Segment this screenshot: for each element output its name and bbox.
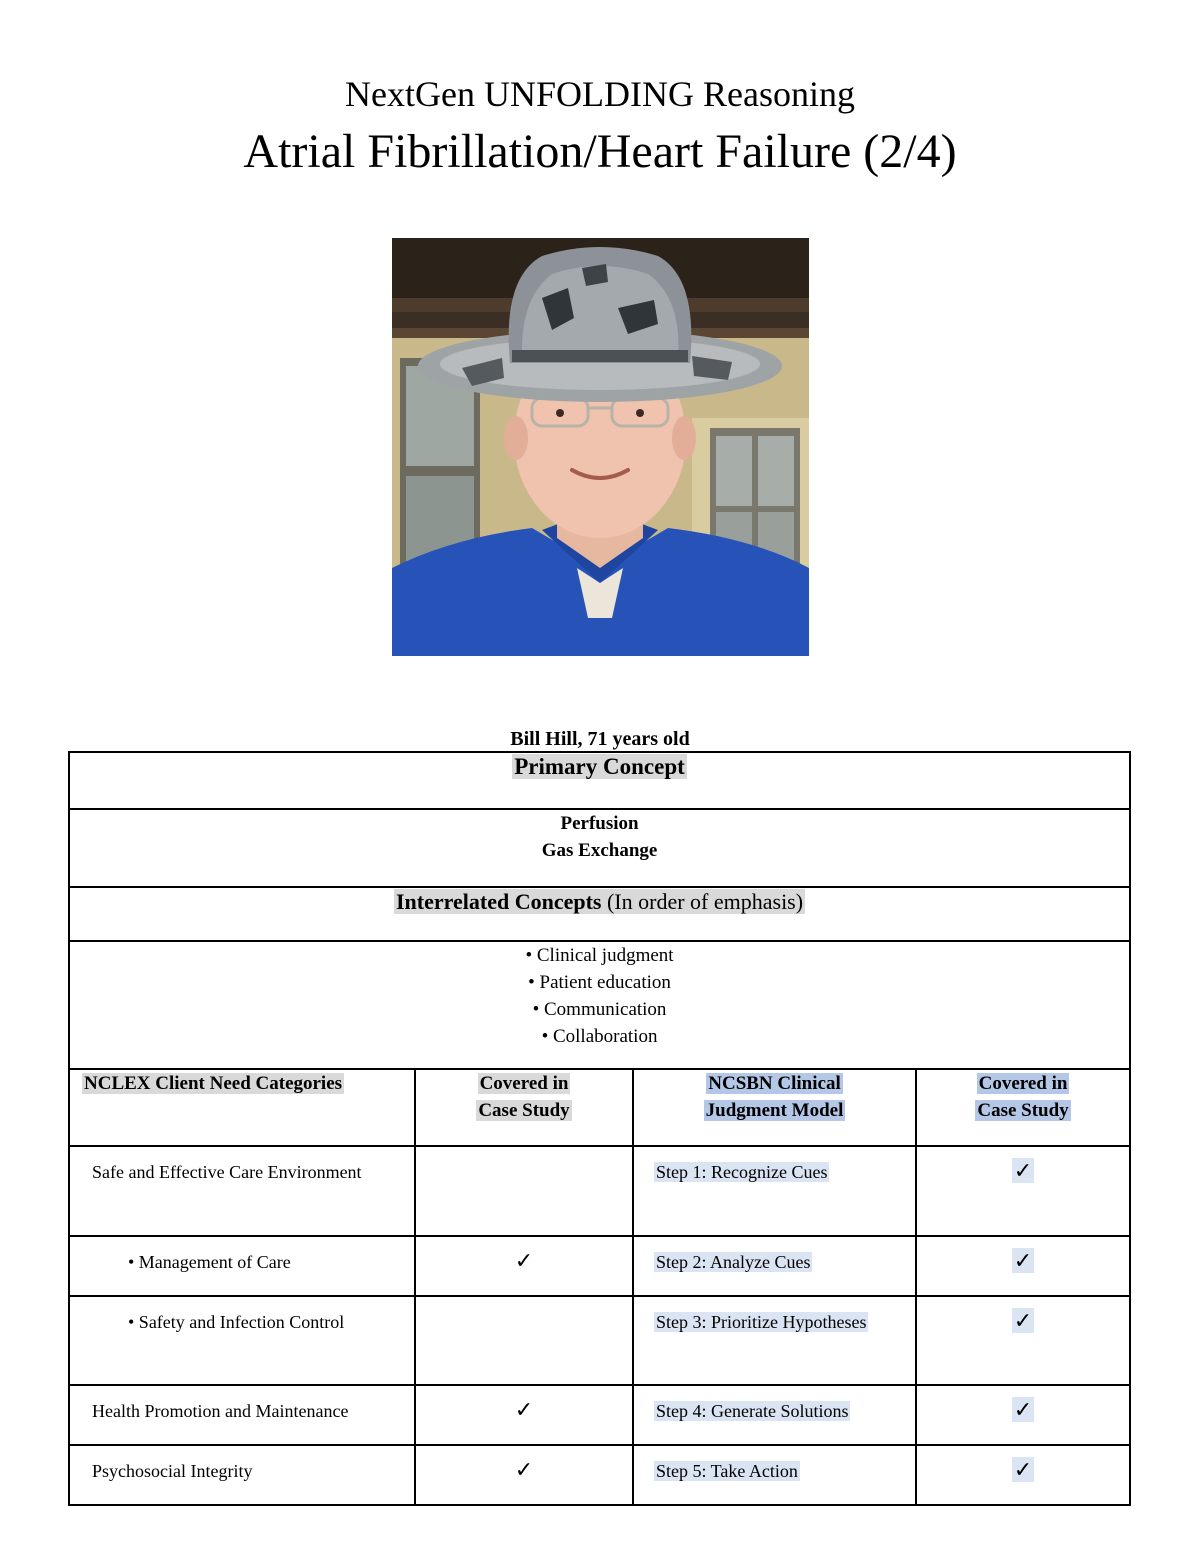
table-header-row bbox=[69, 1069, 1130, 1146]
patient-photo-illustration bbox=[392, 238, 809, 656]
ncsbn-covered-header-cell bbox=[916, 1069, 1130, 1146]
ncsbn-step-cell bbox=[633, 1236, 916, 1296]
ncsbn-covered-check: ✓ bbox=[1013, 1397, 1033, 1422]
ncsbn-covered-cell bbox=[916, 1146, 1130, 1236]
interrelated-concepts-header-row bbox=[69, 887, 1130, 941]
nclex-covered-check: ✓ bbox=[415, 1385, 633, 1445]
ncsbn-covered-cell bbox=[916, 1445, 1130, 1505]
nclex-category: Psychosocial Integrity bbox=[69, 1445, 415, 1505]
ncsbn-step-cell bbox=[633, 1146, 916, 1236]
table-row bbox=[69, 1236, 1130, 1296]
ncsbn-covered-check: ✓ bbox=[1013, 1158, 1033, 1183]
ncsbn-step: Step 3: Prioritize Hypotheses bbox=[656, 1312, 867, 1332]
nclex-header: NCLEX Client Need Categories bbox=[84, 1073, 343, 1094]
covered-header-line: Case Study bbox=[977, 1100, 1069, 1121]
table-row bbox=[69, 1296, 1130, 1385]
nclex-subcategory: • Safety and Infection Control bbox=[69, 1296, 415, 1385]
nclex-category: Health Promotion and Maintenance bbox=[69, 1385, 415, 1445]
nclex-header-cell bbox=[69, 1069, 415, 1146]
covered-header-line: Case Study bbox=[478, 1100, 570, 1121]
ncsbn-covered-check: ✓ bbox=[1013, 1248, 1033, 1273]
ncsbn-step: Step 4: Generate Solutions bbox=[656, 1401, 849, 1421]
ncsbn-covered-check: ✓ bbox=[1013, 1308, 1033, 1333]
interrelated-concepts-list-row bbox=[69, 941, 1130, 1069]
patient-name-line: Bill Hill, 71 years old bbox=[510, 728, 690, 750]
covered-header-line: Covered in bbox=[978, 1073, 1068, 1094]
interrelated-concept-item: • Patient education bbox=[528, 972, 671, 993]
ncsbn-step-cell bbox=[633, 1445, 916, 1505]
nclex-covered-check: ✓ bbox=[415, 1445, 633, 1505]
interrelated-concept-item: • Clinical judgment bbox=[525, 945, 674, 966]
ncsbn-header-cell bbox=[633, 1069, 916, 1146]
nclex-covered-check bbox=[415, 1146, 633, 1236]
ncsbn-step: Step 2: Analyze Cues bbox=[656, 1252, 811, 1272]
nclex-covered-check bbox=[415, 1296, 633, 1385]
interrelated-concepts-title: Interrelated Concepts bbox=[395, 889, 602, 914]
ncsbn-step: Step 5: Take Action bbox=[656, 1461, 798, 1481]
primary-concept-header-row bbox=[69, 752, 1130, 809]
primary-concept-item: Gas Exchange bbox=[541, 840, 658, 861]
table-row bbox=[69, 1385, 1130, 1445]
interrelated-concepts-label bbox=[394, 889, 805, 914]
nclex-category: Safe and Effective Care Environment bbox=[69, 1146, 415, 1236]
primary-concept-label: Primary Concept bbox=[514, 754, 685, 779]
interrelated-concept-item: • Communication bbox=[532, 999, 667, 1020]
table-row bbox=[69, 1445, 1130, 1505]
ncsbn-header-line: NCSBN Clinical bbox=[708, 1073, 841, 1094]
ncsbn-covered-cell bbox=[916, 1385, 1130, 1445]
concepts-table bbox=[68, 751, 1131, 1506]
nclex-covered-header-cell bbox=[415, 1069, 633, 1146]
document-title: Atrial Fibrillation/Heart Failure (2/4) bbox=[243, 125, 957, 178]
primary-concept-values-row bbox=[69, 809, 1130, 887]
ncsbn-covered-check: ✓ bbox=[1013, 1457, 1033, 1482]
interrelated-concept-item: • Collaboration bbox=[541, 1026, 658, 1047]
covered-header-line: Covered in bbox=[479, 1073, 569, 1094]
primary-concept-item: Perfusion bbox=[560, 813, 639, 834]
patient-photo bbox=[392, 238, 809, 656]
document-subtitle: NextGen UNFOLDING Reasoning bbox=[345, 74, 855, 114]
ncsbn-step: Step 1: Recognize Cues bbox=[656, 1162, 828, 1182]
interrelated-concepts-suffix: (In order of emphasis) bbox=[601, 889, 804, 914]
ncsbn-step-cell bbox=[633, 1385, 916, 1445]
nclex-subcategory: • Management of Care bbox=[69, 1236, 415, 1296]
ncsbn-covered-cell bbox=[916, 1296, 1130, 1385]
nclex-covered-check: ✓ bbox=[415, 1236, 633, 1296]
ncsbn-covered-cell bbox=[916, 1236, 1130, 1296]
ncsbn-step-cell bbox=[633, 1296, 916, 1385]
table-row bbox=[69, 1146, 1130, 1236]
ncsbn-header-line: Judgment Model bbox=[705, 1100, 844, 1121]
